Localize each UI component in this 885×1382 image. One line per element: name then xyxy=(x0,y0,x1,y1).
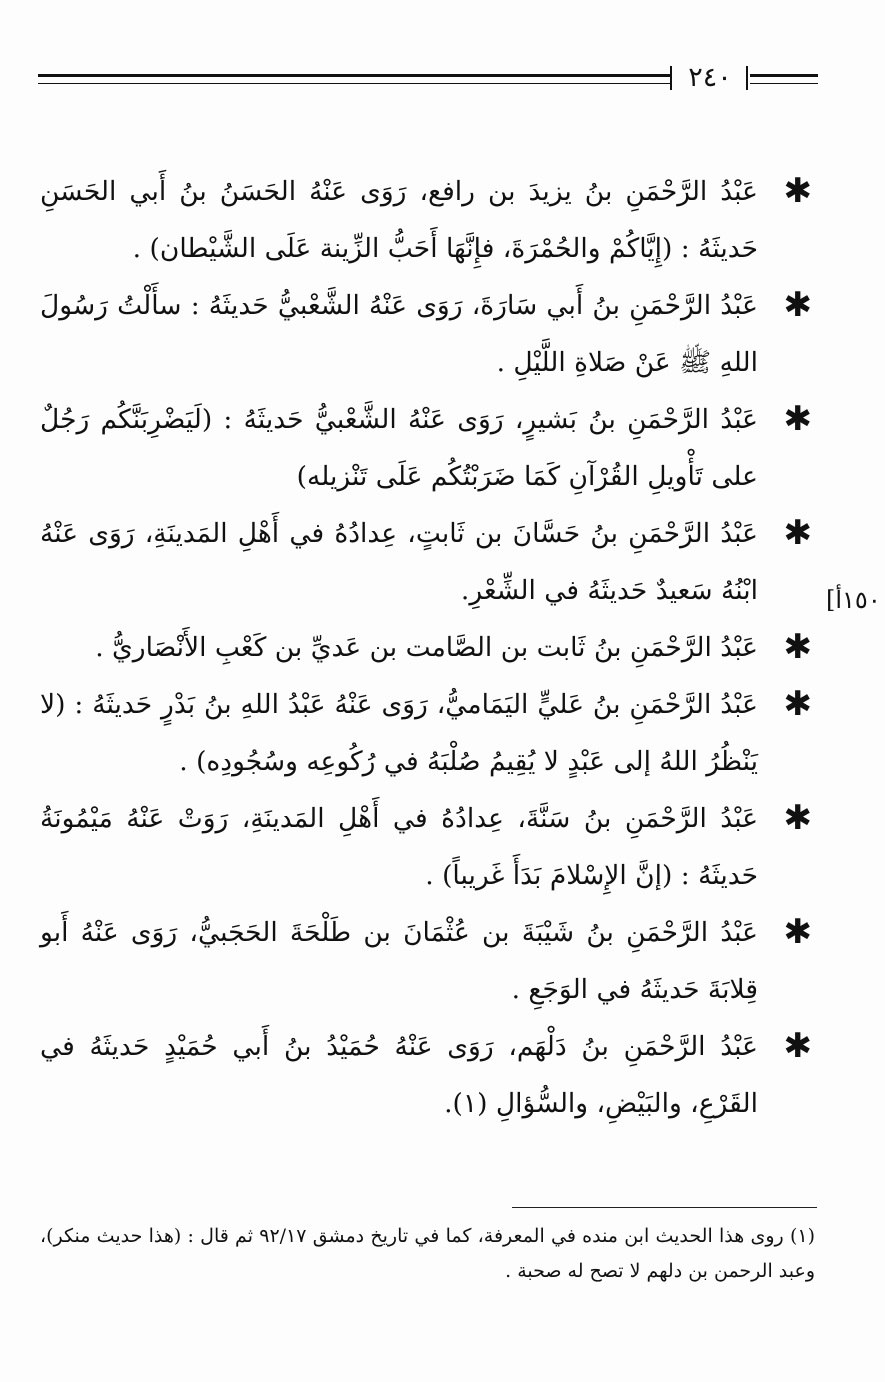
header-tick xyxy=(746,66,748,90)
list-item xyxy=(40,676,812,790)
list-item xyxy=(40,391,812,505)
asterisk-icon: ✱ xyxy=(783,513,812,553)
page-header xyxy=(38,60,818,100)
entry-text: عَبْدُ الرَّحْمَنِ بنُ سَنَّةَ، عِدادُهُ في أَهْلِ المَدينَةِ، رَوَتْ عَنْهُ مَيْمُونَةُ حَديثَهُ : (إنَّ الإِسْلامَ بَدَأَ غَريباً) . xyxy=(40,803,758,891)
footnote-separator xyxy=(512,1207,817,1208)
entry-text: عَبْدُ الرَّحْمَنِ بنُ حَسَّانَ بن ثَابتٍ، عِدادُهُ في أَهْلِ المَدينَةِ، رَوَى عَنْهُ ابْنُهُ سَعيدٌ حَديثَهُ في الشِّعْرِ. xyxy=(40,518,758,606)
asterisk-icon: ✱ xyxy=(783,399,812,439)
entry-text: عَبْدُ الرَّحْمَنِ بنُ بَشيرٍ، رَوَى عَنْهُ الشَّعْبيُّ حَديثَهُ : (لَيَضْرِبَنَّكُم رَجُلٌ على تَأْويلِ القُرْآنِ كَمَا ضَرَبْتُكُم عَلَى تَنْزيله) xyxy=(40,404,758,492)
entries-list xyxy=(40,163,812,1132)
entry-text: عَبْدُ الرَّحْمَنِ بنُ شَيْبَةَ بن عُثْمَانَ بن طَلْحَةَ الحَجَبيُّ، رَوَى عَنْهُ أَبو قِلابَةَ حَديثَهُ في الوَجَعِ . xyxy=(40,917,758,1005)
entry-text: عَبْدُ الرَّحْمَنِ بنُ دَلْهَم، رَوَى عَنْهُ حُمَيْدُ بنُ أَبي حُمَيْدٍ حَديثَهُ في القَرْعِ، والبَيْضِ، والسُّؤالِ (١). xyxy=(40,1031,758,1119)
asterisk-icon: ✱ xyxy=(783,684,812,724)
footnote xyxy=(40,1219,815,1289)
asterisk-icon: ✱ xyxy=(783,912,812,952)
header-rule-left xyxy=(38,74,670,84)
entry-text: عَبْدُ الرَّحْمَنِ بنُ أَبي سَارَةَ، رَوَى عَنْهُ الشَّعْبيُّ حَديثَهُ : سأَلْتُ رَسُولَ اللهِ ﷺ عَنْ صَلاةِ اللَّيْلِ . xyxy=(40,290,758,378)
footnote-text: (١) روى هذا الحديث ابن منده في المعرفة، كما في تاريخ دمشق ٩٢/١٧ ثم قال : (هذا حديث منكر)، وعبد الرحمن بن دلهم لا تصح له صحبة . xyxy=(40,1225,816,1282)
asterisk-icon: ✱ xyxy=(783,627,812,667)
entry-text: عَبْدُ الرَّحْمَنِ بنُ عَليٍّ اليَمَاميُّ، رَوَى عَنْهُ عَبْدُ اللهِ بنُ بَدْرٍ حَديثَهُ : (لا يَنْظُرُ اللهُ إلى عَبْدٍ لا يُقِيمُ صُلْبَهُ في رُكُوعِه وسُجُودِه) . xyxy=(40,689,758,777)
header-tick xyxy=(670,66,672,90)
entry-text: عَبْدُ الرَّحْمَنِ بنُ يزيدَ بن رافع، رَوَى عَنْهُ الحَسَنُ بنُ أَبي الحَسَنِ حَديثَهُ : (إِيَّاكُمْ والحُمْرَةَ، فإِنَّهَا أَحَبُّ الزِّينة عَلَى الشَّيْطان) . xyxy=(40,176,758,264)
list-item xyxy=(40,277,812,391)
list-item xyxy=(40,790,812,904)
list-item xyxy=(40,619,812,676)
header-rule-right xyxy=(750,74,818,84)
asterisk-icon: ✱ xyxy=(783,798,812,838)
asterisk-icon: ✱ xyxy=(783,285,812,325)
list-item xyxy=(40,904,812,1018)
asterisk-icon: ✱ xyxy=(783,1026,812,1066)
list-item xyxy=(40,163,812,277)
entry-text: عَبْدُ الرَّحْمَنِ بنُ ثَابت بن الصَّامت بن عَديِّ بن كَعْبِ الأَنْصَاريُّ . xyxy=(95,632,758,663)
list-item xyxy=(40,505,812,619)
list-item xyxy=(40,1018,812,1132)
asterisk-icon: ✱ xyxy=(783,171,812,211)
page-number: ٢٤٠ xyxy=(688,62,732,93)
margin-folio-note: ١٥٠أ] xyxy=(826,586,881,614)
